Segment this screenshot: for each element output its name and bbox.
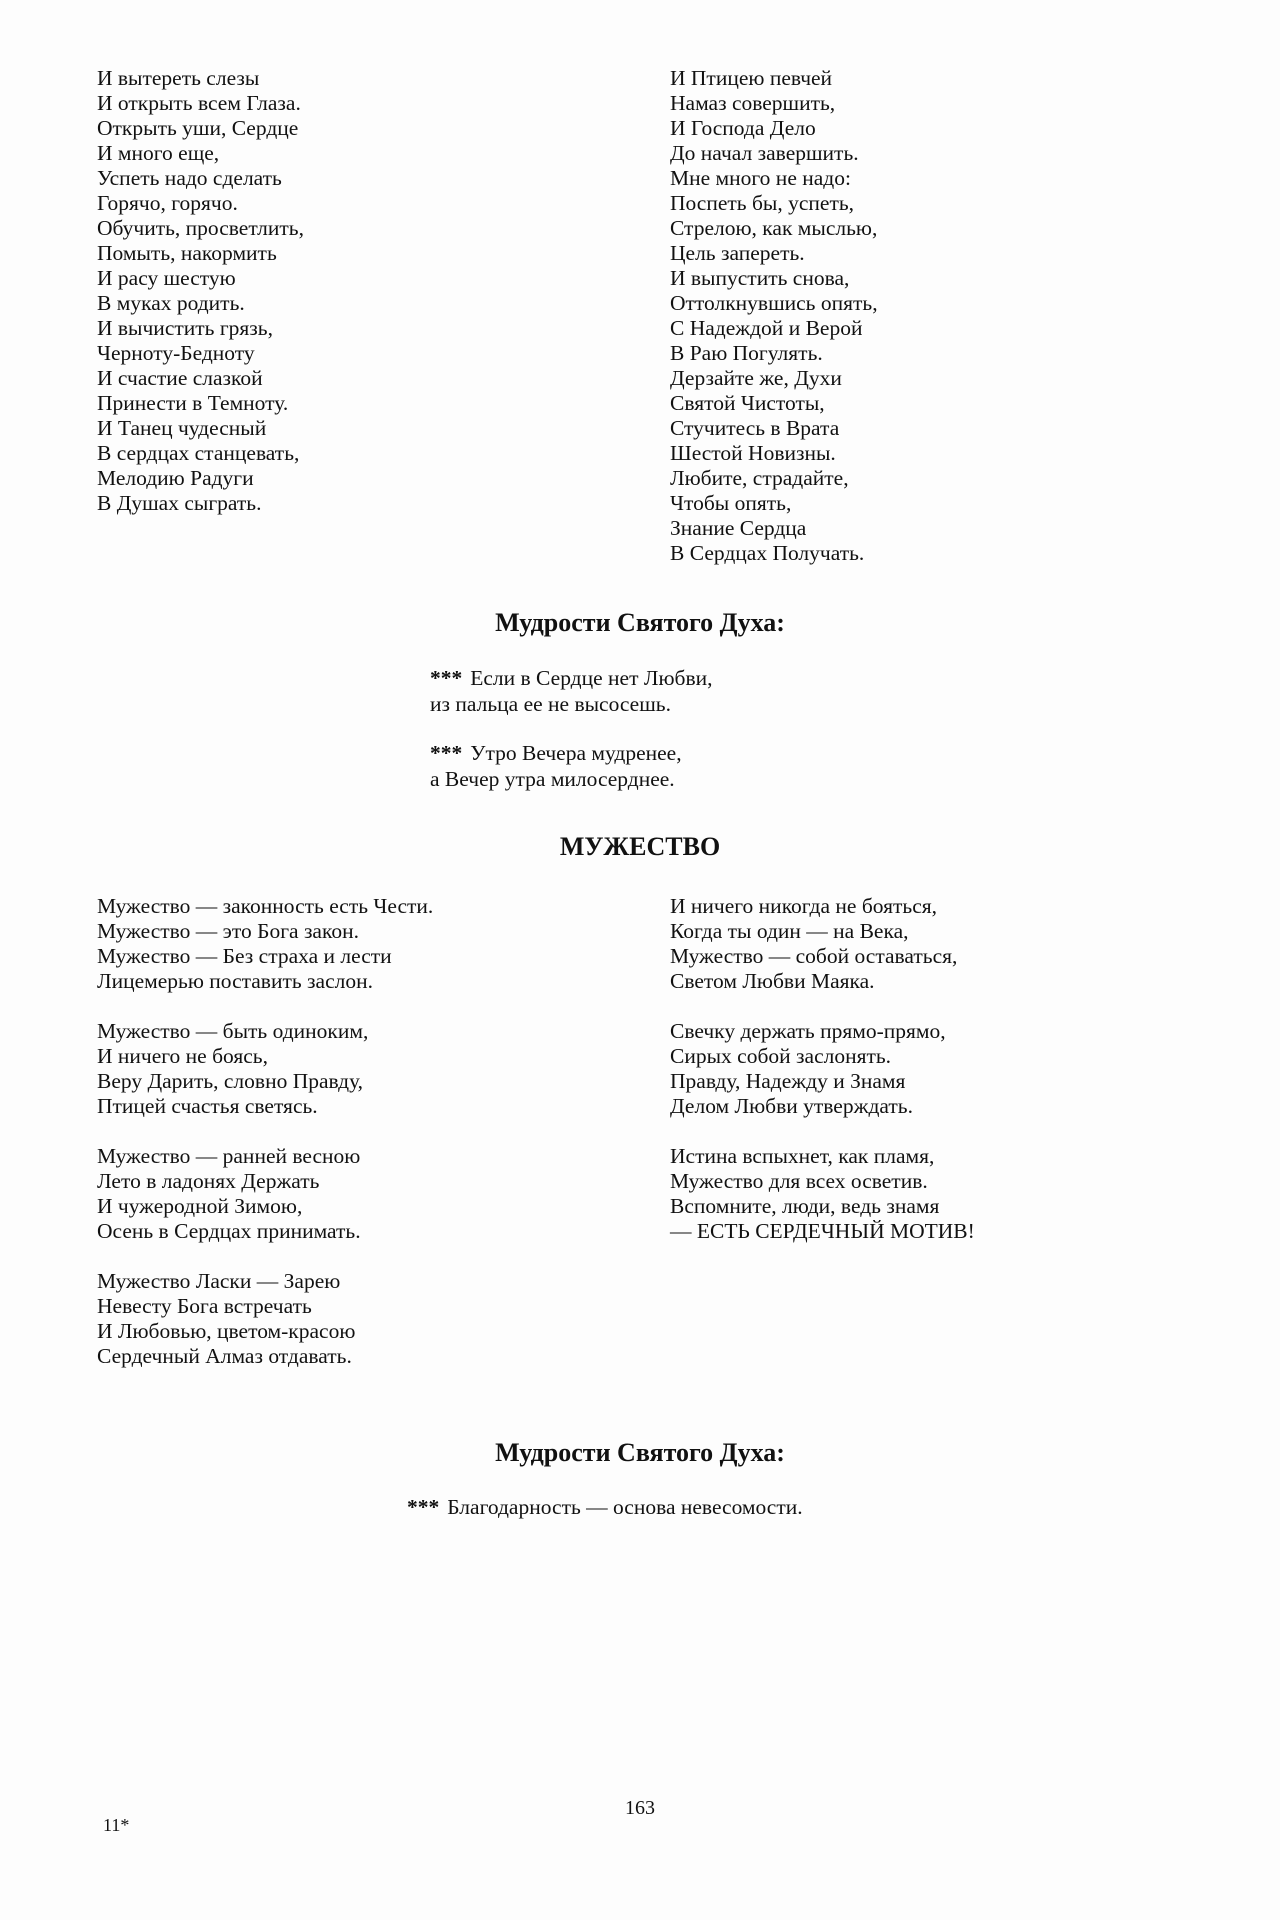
verse-line: Помыть, накормить	[97, 241, 277, 265]
verse-line: В муках родить.	[97, 291, 245, 315]
verse-line: И ничего никогда не бояться,	[670, 894, 937, 918]
verse-line: Делом Любви утверждать.	[670, 1094, 913, 1118]
verse-line: В сердцах станцевать,	[97, 441, 300, 465]
stars-marker: ***	[430, 666, 463, 690]
verse-line: И выпустить снова,	[670, 266, 850, 290]
maxim-1-line-2: из пальца ее не высосешь.	[430, 692, 671, 716]
verse-line: И Любовью, цветом-красою	[97, 1319, 356, 1343]
poem-top-right-column	[670, 66, 878, 591]
verse-line: И Танец чудесный	[97, 416, 267, 440]
verse-line: И счастие слазкой	[97, 366, 263, 390]
verse-line: И вычистить грязь,	[97, 316, 273, 340]
verse-line: Веру Дарить, словно Правду,	[97, 1069, 364, 1093]
verse-line: Открыть уши, Сердце	[97, 116, 299, 140]
maxim-3-line-1: Благодарность — основа невесомости.	[447, 1495, 803, 1519]
verse-line: Истина вспыхнет, как пламя,	[670, 1144, 935, 1168]
poem-top-left-column	[97, 66, 304, 541]
section-title-courage: МУЖЕСТВО	[559, 832, 721, 861]
verse-line: Поспеть бы, успеть,	[670, 191, 855, 215]
verse-line: Любите, страдайте,	[670, 466, 849, 490]
maxim-2-line-2: а Вечер утра милосерднее.	[430, 767, 675, 791]
verse-line: Лето в ладонях Держать	[97, 1169, 320, 1193]
verse-line: Знание Сердца	[670, 516, 807, 540]
verse-line: В Сердцах Получать.	[670, 541, 865, 565]
verse-line: Черноту-Бедноту	[97, 341, 255, 365]
courage-left-column	[97, 894, 433, 1394]
verse-line: Мужество — ранней весною	[97, 1144, 361, 1168]
verse-line: Мужество — законность есть Чести.	[97, 894, 434, 918]
maxim-1	[430, 665, 712, 717]
verse-line: Мужество — это Бога закон.	[97, 919, 359, 943]
verse-line: И вытереть слезы	[97, 66, 260, 90]
courage-right-stanza	[670, 1019, 975, 1119]
verse-line: Птицей счастья светясь.	[97, 1094, 318, 1118]
wisdom-heading-1: Мудрости Святого Духа:	[495, 608, 785, 637]
courage-right-stanza	[670, 894, 975, 994]
verse-line: Оттолкнувшись опять,	[670, 291, 878, 315]
verse-line: Лицемерью поставить заслон.	[97, 969, 373, 993]
verse-line: И ничего не боясь,	[97, 1044, 268, 1068]
verse-line: Цель запереть.	[670, 241, 805, 265]
verse-line: До начал завершить.	[670, 141, 859, 165]
maxim-3	[407, 1494, 803, 1520]
verse-line: Светом Любви Маяка.	[670, 969, 875, 993]
top-left-stanza	[97, 66, 304, 516]
verse-line: С Надеждой и Верой	[670, 316, 863, 340]
verse-line: Стучитесь в Врата	[670, 416, 840, 440]
courage-left-stanza	[97, 1019, 433, 1119]
verse-line: И Господа Дело	[670, 116, 816, 140]
verse-line: Успеть надо сделать	[97, 166, 282, 190]
verse-line: Дерзайте же, Духи	[670, 366, 842, 390]
verse-line: Принести в Темноту.	[97, 391, 289, 415]
verse-line: И много еще,	[97, 141, 220, 165]
top-right-stanza	[670, 66, 878, 566]
verse-line: Мне много не надо:	[670, 166, 851, 190]
courage-right-column	[670, 894, 975, 1269]
verse-line: Святой Чистоты,	[670, 391, 825, 415]
verse-line: Правду, Надежду и Знамя	[670, 1069, 906, 1093]
verse-line: Свечку держать прямо-прямо,	[670, 1019, 946, 1043]
verse-line: Чтобы опять,	[670, 491, 792, 515]
verse-line: Мужество — быть одиноким,	[97, 1019, 369, 1043]
courage-left-stanza	[97, 894, 433, 994]
verse-line: В Душах сыграть.	[97, 491, 262, 515]
verse-line: Мужество для всех осветив.	[670, 1169, 928, 1193]
courage-left-stanza	[97, 1144, 433, 1244]
verse-line: Шестой Новизны.	[670, 441, 836, 465]
verse-line: И открыть всем Глаза.	[97, 91, 301, 115]
verse-line: В Раю Погулять.	[670, 341, 823, 365]
verse-line: И расу шестую	[97, 266, 236, 290]
verse-line: Намаз совершить,	[670, 91, 836, 115]
verse-line: Мужество — собой оставаться,	[670, 944, 958, 968]
maxim-2-line-1: Утро Вечера мудренее,	[470, 741, 682, 765]
verse-line: И Птицею певчей	[670, 66, 833, 90]
maxim-2	[430, 740, 682, 792]
stars-marker: ***	[430, 741, 463, 765]
verse-line: Мужество Ласки — Зарею	[97, 1269, 341, 1293]
page-number: 163	[625, 1797, 655, 1819]
courage-left-stanza	[97, 1269, 433, 1369]
verse-line: Стрелою, как мыслью,	[670, 216, 878, 240]
verse-line: Обучить, просветлить,	[97, 216, 304, 240]
verse-line: Сирых собой заслонять.	[670, 1044, 892, 1068]
verse-line: — ЕСТЬ СЕРДЕЧНЫЙ МОТИВ!	[670, 1219, 975, 1243]
verse-line: Осень в Сердцах принимать.	[97, 1219, 361, 1243]
verse-line: Горячо, горячо.	[97, 191, 238, 215]
verse-line: И чужеродной Зимою,	[97, 1194, 303, 1218]
stars-marker: ***	[407, 1495, 440, 1519]
maxim-1-line-1: Если в Сердце нет Любви,	[470, 666, 713, 690]
verse-line: Вспомните, люди, ведь знамя	[670, 1194, 940, 1218]
verse-line: Мужество — Без страха и лести	[97, 944, 392, 968]
courage-right-stanza	[670, 1144, 975, 1244]
verse-line: Когда ты один — на Века,	[670, 919, 909, 943]
wisdom-heading-2: Мудрости Святого Духа:	[495, 1438, 785, 1467]
verse-line: Сердечный Алмаз отдавать.	[97, 1344, 352, 1368]
signature-mark: 11*	[103, 1815, 130, 1835]
verse-line: Невесту Бога встречать	[97, 1294, 312, 1318]
verse-line: Мелодию Радуги	[97, 466, 254, 490]
